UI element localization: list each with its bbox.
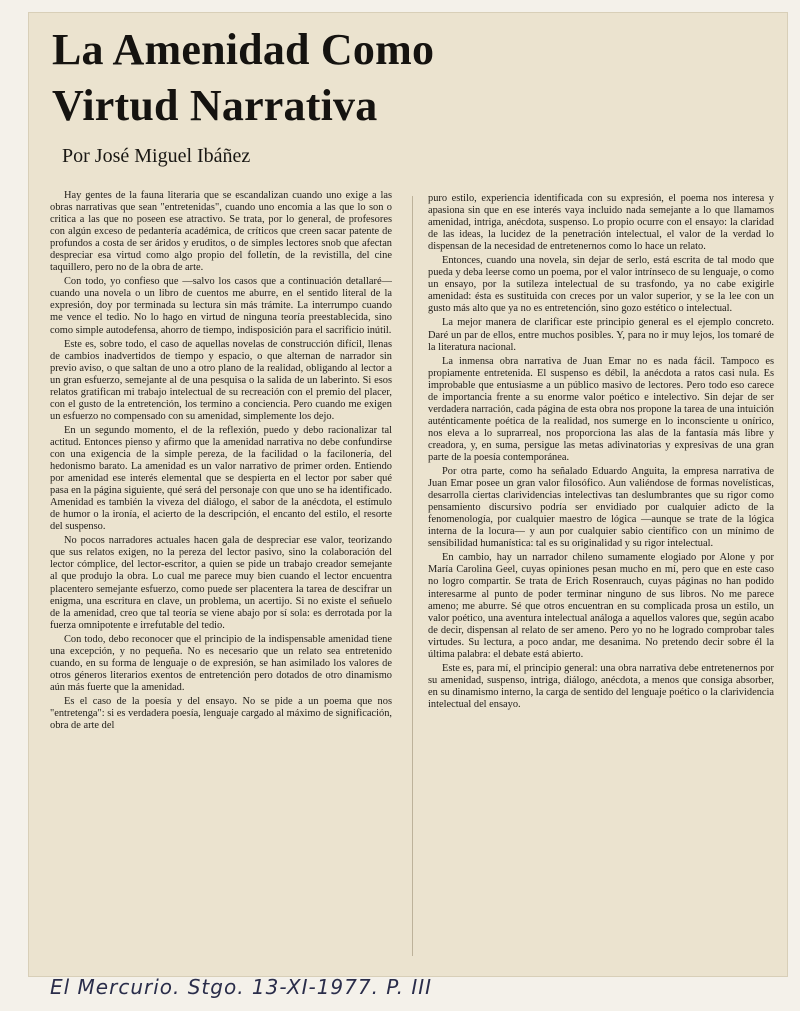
paragraph: Con todo, yo confieso que —salvo los casos que a continuación detallaré— cuando una novela o un libro de cuentos me aburre, en el sentido literal de la expresión, doy por terminada su lectura sin más trámite. La interrumpo cuando me vence el tedio. No lo hago en virtud de ninguna teoría preestablecida, sino como simple autodefensa, ahorro de tiempo, indisposición para el sacrificio inútil. [50, 276, 392, 336]
paragraph: En cambio, hay un narrador chileno sumamente elogiado por Alone y por María Carolina Geel, cuyas opiniones pesan mucho en mí, pero que en este caso no logro compartir. Se trata de Erich Rosenrauch, cuyas páginas no han podido interesarme al punto de poder terminar ninguno de sus libros. No me parece ameno; me aburre. Sé que otros encuentran en su complicada prosa un estilo, un valor poético, una aventura intelectual análoga a aquellos valores que, según acabo de decir, dispensan al relato de ser ameno. Pero yo no he logrado comprobar tales virtudes. Su lectura, a poco andar, me desanima. No pretendo decir sobre él la última palabra: el debate está abierto. [428, 552, 774, 660]
paragraph: En un segundo momento, el de la reflexión, puedo y debo racionalizar tal actitud. Entonces pienso y afirmo que la amenidad narrativa no debe confundirse con una exigencia de la simple pereza, de la facilidad o la facilonería, del hedonismo barato. La amenidad es un valor narrativo de primer orden. Entiendo por amenidad ese interés elemental que se despierta en el lector por saber qué pasa en la página siguiente, qué será del personaje con que uno se ha identificado. Amenidad es también la viveza del diálogo, el sabor de la anécdota, el estímulo de humor o la ironía, el acierto de la descripción, el encanto del estilo, el resorte del suspenso. [50, 424, 392, 533]
paragraph: Hay gentes de la fauna literaria que se escandalizan cuando uno exige a las obras narrativas que sean "entretenidas", cuando uno encomia a las que lo son o critica a las que no poseen ese atractivo. Se trata, por lo general, de profesores con algún exceso de pedantería académica, de críticos que creen sacar patente de profundos a costa de ser áridos y eruditos, o de simples lectores snob que afectan despreciar esa virtud como algo propio del folletín, de la revistilla, del cine taquillero, pero no de la obra de arte. [50, 190, 392, 274]
paragraph: La mejor manera de clarificar este principio general es el ejemplo concreto. Daré un par de ellos, entre muchos posibles. Y, para no ir muy lejos, los tomaré de la literatura nacional. [428, 317, 774, 353]
paragraph: Es el caso de la poesía y del ensayo. No se pide a un poema que nos "entretenga": si es verdadera poesía, lenguaje cargado al máximo de significación, obra de arte del [50, 695, 392, 732]
paragraph: Este es, sobre todo, el caso de aquellas novelas de construcción difícil, llenas de cambios inadvertidos de tiempo y espacio, o que alternan de narrador sin previo aviso, o que saltan de uno a otro plano de la realidad, obligando al lector a un gran esfuerzo, semejante al de una pesquisa o la salida de un laberinto. Si esos relatos gratifican mi trabajo intelectual de su recreación con el premio del placer, con el gusto de la entretención, los termino a conciencia. Pero cuando me exigen un esfuerzo no compensado con su amenidad, simplemente los dejo. [50, 338, 392, 422]
paragraph: Entonces, cuando una novela, sin dejar de serlo, está escrita de tal modo que pueda y deba leerse como un poema, por el valor intrínseco de su lenguaje, o como un ensayo, por la sutileza intelectual de su trasfondo, ya no cabe exigirle amenidad: ésta es sustituida con creces por un valor superior, y se la lee con un gusto más alto que ya no es entretención, sino gozo estético o intelectual. [428, 255, 774, 315]
paragraph: Este es, para mí, el principio general: una obra narrativa debe entretenernos por su amenidad, suspenso, intriga, diálogo, anécdota, a menos que consiga absorber, en su dinamismo interno, la carga de sentido del lenguaje poético o la clarividencia intelectual del ensayo. [428, 662, 774, 710]
left-column [50, 190, 392, 955]
handwritten-source-note: El Mercurio. Stgo. 13-XI-1977. P. III [50, 975, 433, 999]
paragraph: Con todo, debo reconocer que el principio de la indispensable amenidad tiene una excepción, y no pequeña. No es necesario que un relato sea entretenido cuando, en su forma de lenguaje o de expresión, se han asimilado los valores de otros géneros literarios exentos de entretención pero dotados de otro dinamismo aún más fuerte que la amenidad. [50, 633, 392, 693]
column-divider [412, 196, 413, 956]
article-byline: Por José Miguel Ibáñez [62, 145, 251, 167]
paragraph: No pocos narradores actuales hacen gala de despreciar ese valor, teorizando que sus relatos exigen, no la pereza del lector pasivo, sino la colaboración del lector cómplice, del lector-escritor, a quien se pide un trabajo creador semejante al que produjo la obra. Lo cual me parece muy bien cuando el lector encuentra placentero semejante esfuerzo, como puede ser placentera la tarea de descifrar un enigma, una escritura en clave, un problema, un acertijo. Si no existe el señuelo de la amenidad, creo que tal teoría se viene abajo por sí sola: es derrotada por la fuerza omnipotente e irrefutable del tedio. [50, 535, 392, 631]
paragraph: puro estilo, experiencia identificada con su expresión, el poema nos interesa y apasiona sin que en ese interés vaya incluido nada semejante a lo que llamamos amenidad, intriga, anécdota, suspenso. Lo propio ocurre con el ensayo: la claridad de las ideas, la lucidez de la penetración intelectual, el valor de la verdad lo dispensan de la necesidad de entretenernos como lo hace un relato. [428, 193, 774, 253]
paragraph: La inmensa obra narrativa de Juan Emar no es nada fácil. Tampoco es propiamente entretenida. El suspenso es débil, la anécdota a ratos casi nula. Es improbable que entusiasme a un público masivo de lectores. Pero todo eso carece de importancia frente a su enorme valor poético e intelectivo. Sin dejar de ser verdadera narración, cada página de esta obra nos propone la tarea de una intuición auténticamente poética de la realidad, nos sumerge en lo inconsciente u onírico, nos eleva a lo suprarreal, nos proporciona las alas de la fantasía más libre y creadora, y, en suma, persigue las metas adivinatorias y expresivas de una gran parte de la poesía contemporánea. [428, 355, 774, 463]
article-title: La Amenidad Como Virtud Narrativa [52, 25, 435, 130]
right-column [428, 193, 774, 973]
paragraph: Por otra parte, como ha señalado Eduardo Anguita, la empresa narrativa de Juan Emar posee un gran valor filosófico. Aun valiéndose de formas novelísticas, desarrolla ciertas clarividencias intelectivas tan deslumbrantes que su rigor como pensamiento discursivo podría ser envidiado por cualquier adicto de la fenomenología, por cualquier maestro de lógica —aunque se trate de la lógica interna de la locura— y aun por cualquier sabio científico con un mínimo de sensibilidad humanística: tal es su originalidad y su rigor intelectual. [428, 466, 774, 550]
